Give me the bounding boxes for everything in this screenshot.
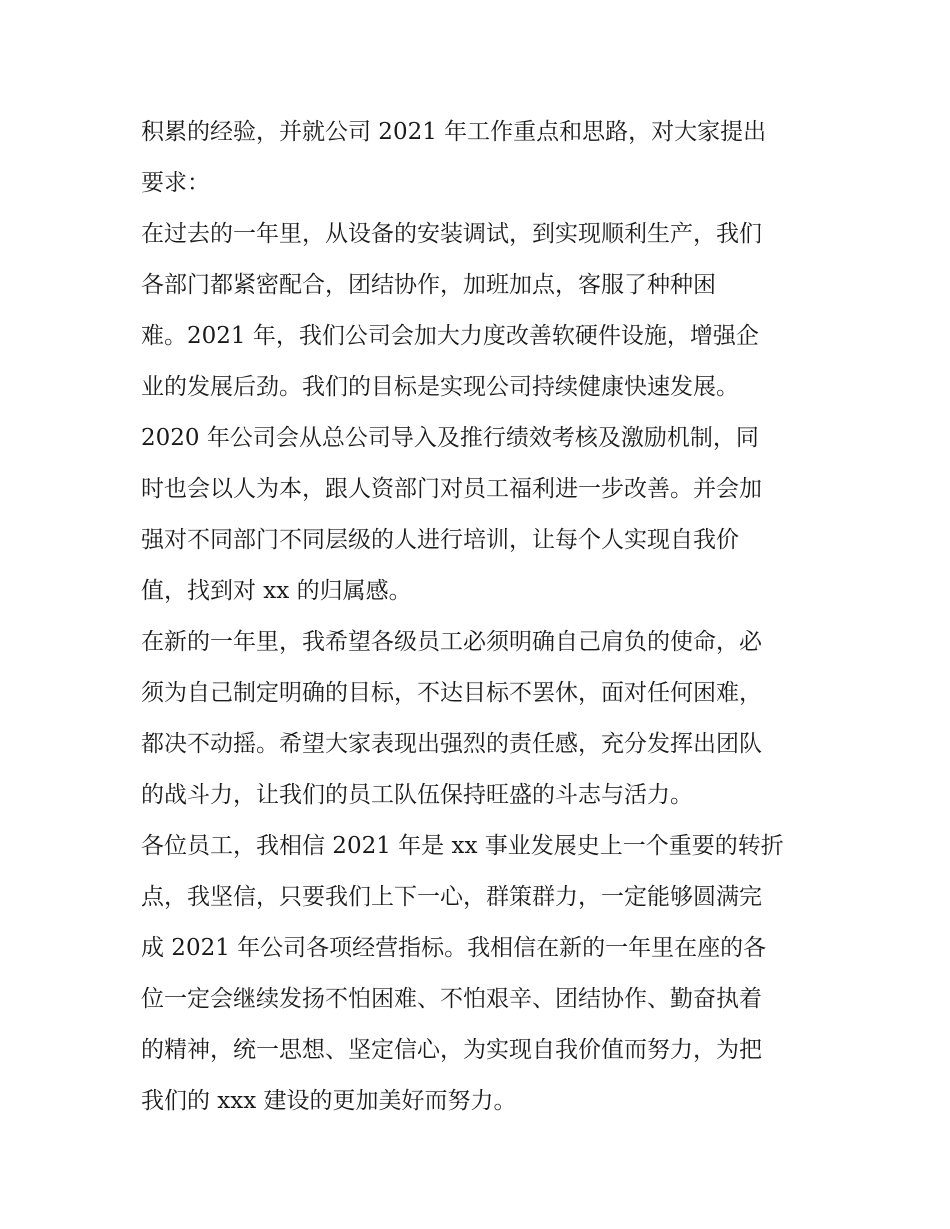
text-line: 强对不同部门不同层级的人进行培训，让每个人实现自我价 — [141, 527, 739, 553]
text-line: 各部门都紧密配合，团结协作，加班加点，客服了种种困 — [141, 272, 716, 298]
text-line: 的战斗力，让我们的员工队伍保持旺盛的斗志与活力。 — [141, 782, 693, 808]
text-line: 我们的 xxx 建设的更加美好而努力。 — [141, 1088, 517, 1114]
text-line: 积累的经验，并就公司 2021 年工作重点和思路，对大家提出 — [141, 119, 767, 145]
text-line: 在新的一年里，我希望各级员工必须明确自己肩负的使命，必 — [141, 629, 762, 655]
text-line: 点，我坚信，只要我们上下一心，群策群力，一定能够圆满完 — [141, 884, 762, 910]
text-line: 难。2021 年，我们公司会加大力度改善软硬件设施，增强企 — [141, 323, 759, 349]
text-line: 各位员工，我相信 2021 年是 xx 事业发展史上一个重要的转折 — [141, 833, 784, 859]
document-body — [141, 107, 821, 1127]
text-line: 业的发展后劲。我们的目标是实现公司持续健康快速发展。 — [141, 374, 739, 400]
text-line: 2020 年公司会从总公司导入及推行绩效考核及激励机制，同 — [141, 425, 759, 451]
text-line: 要求： — [141, 170, 210, 196]
text-line: 时也会以人为本，跟人资部门对员工福利进一步改善。并会加 — [141, 476, 762, 502]
text-line: 成 2021 年公司各项经营指标。我相信在新的一年里在座的各 — [141, 935, 767, 961]
text-line: 在过去的一年里，从设备的安装调试，到实现顺利生产，我们 — [141, 221, 762, 247]
text-line: 须为自己制定明确的目标，不达目标不罢休，面对任何困难， — [141, 680, 762, 706]
text-line: 的精神，统一思想、坚定信心，为实现自我价值而努力，为把 — [141, 1037, 762, 1063]
text-line: 都决不动摇。希望大家表现出强烈的责任感，充分发挥出团队 — [141, 731, 762, 757]
text-line: 值，找到对 xx 的归属感。 — [141, 578, 412, 604]
text-line: 位一定会继续发扬不怕困难、不怕艰辛、团结协作、勤奋执着 — [141, 986, 762, 1012]
